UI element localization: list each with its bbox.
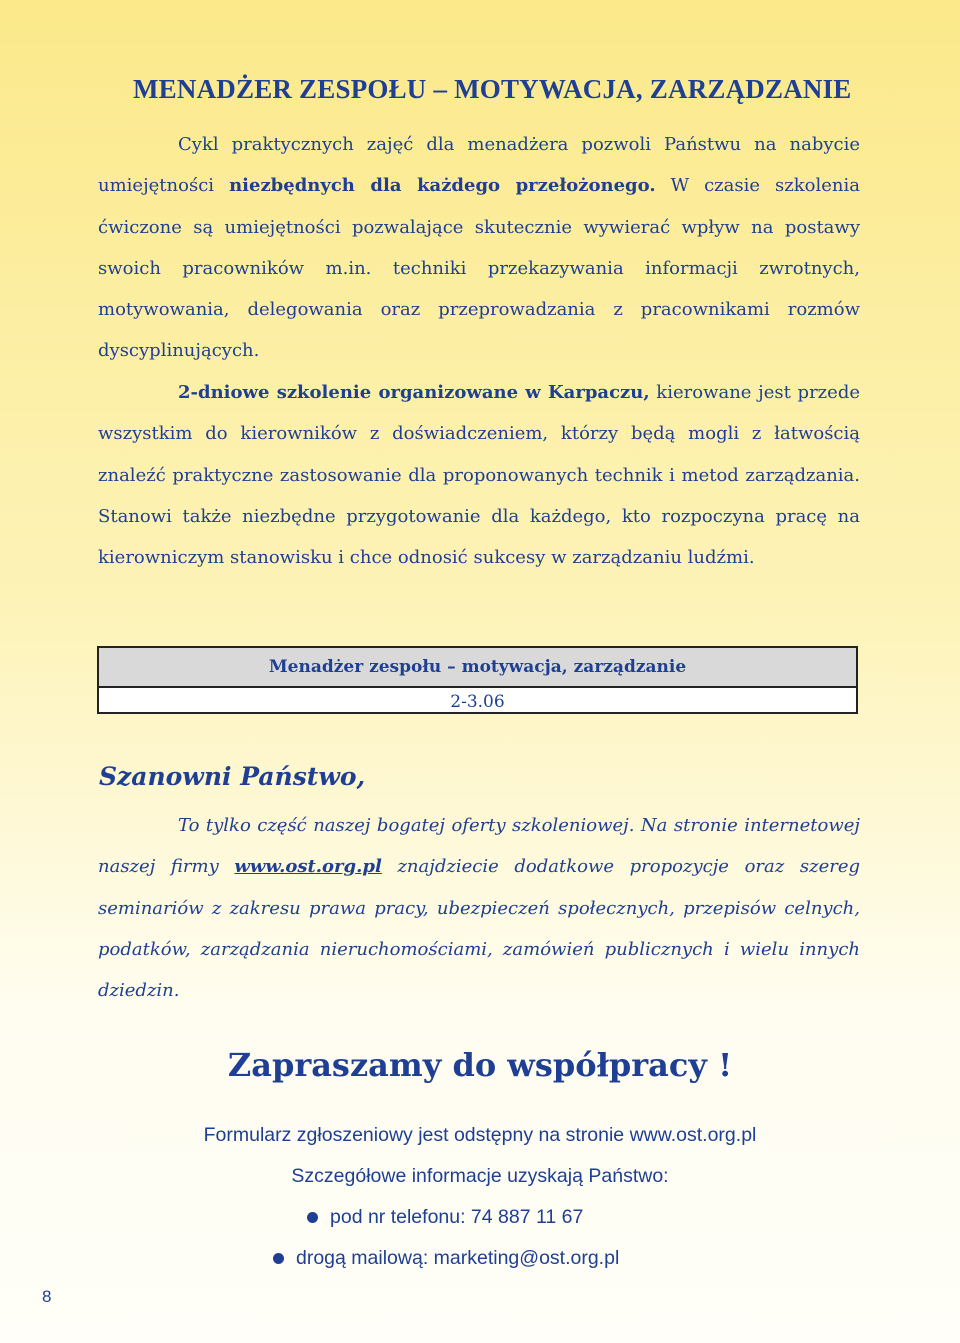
offer-paragraph: [98, 805, 860, 1011]
offer-text-2: znajdziecie dodatkowe propozycje oraz szereg seminariów z zakresu prawa pracy, ubezpieczeń społecznych, przepisów celnych, podatków, zarządzania nieruchomościami, zamówień publicznych i wielu innych dziedzin.: [98, 856, 860, 1002]
details-bold: 2-dniowe szkolenie organizowane w Karpaczu,: [178, 382, 650, 403]
greeting: Szanowni Państwo,: [99, 762, 366, 791]
contact-email-text: drogą mailową: marketing@ost.org.pl: [296, 1247, 620, 1269]
intro-paragraph: [98, 124, 860, 372]
bullet-icon: [307, 1212, 318, 1223]
page-number: 8: [42, 1287, 52, 1306]
website-link[interactable]: www.ost.org.pl: [234, 856, 382, 878]
form-info: Formularz zgłoszeniowy jest odstępny na stronie www.ost.org.pl: [203, 1124, 757, 1146]
schedule-table-date: 2-3.06: [450, 692, 505, 712]
schedule-table: [97, 646, 858, 714]
details-text: kierowane jest przede wszystkim do kierowników z doświadczeniem, którzy będą mogli z łatwością znaleźć praktyczne zastosowanie dla proponowanych technik i metod zarządzania. Stanowi także niezbędne przygotowanie dla każdego, kto rozpoczyna pracę na kierowniczym stanowisku i chce odnosić sukcesy w zarządzaniu ludźmi.: [98, 382, 860, 569]
intro-text-2: W czasie szkolenia ćwiczone są umiejętności pozwalające skutecznie wywierać wpływ na postawy swoich pracowników m.in. techniki przekazywania informacji zwrotnych, motywowania, delegowania oraz przeprowadzania z pracownikami rozmów dyscyplinujących.: [98, 175, 861, 362]
details-paragraph: [98, 372, 860, 578]
contact-phone: [307, 1206, 583, 1229]
offer-text-1: To tylko część naszej bogatej oferty szkoleniowej. Na stronie internetowej naszej firmy: [98, 815, 860, 878]
details-info: Szczegółowe informacje uzyskają Państwo:: [291, 1165, 669, 1187]
invitation-heading: Zapraszamy do współpracy !: [227, 1046, 733, 1084]
bullet-icon: [273, 1253, 284, 1264]
page-heading: MENADŻER ZESPOŁU – MOTYWACJA, ZARZĄDZANIE: [133, 74, 852, 104]
contact-email: [273, 1247, 619, 1270]
intro-bold: niezbędnych dla każdego przełożonego.: [229, 175, 656, 197]
schedule-table-title: Menadżer zespołu – motywacja, zarządzanie: [99, 648, 856, 688]
contact-phone-text: pod nr telefonu: 74 887 11 67: [330, 1206, 584, 1228]
intro-text-1: Cykl praktycznych zajęć dla menadżera pozwoli Państwu na nabycie umiejętności: [98, 134, 860, 197]
